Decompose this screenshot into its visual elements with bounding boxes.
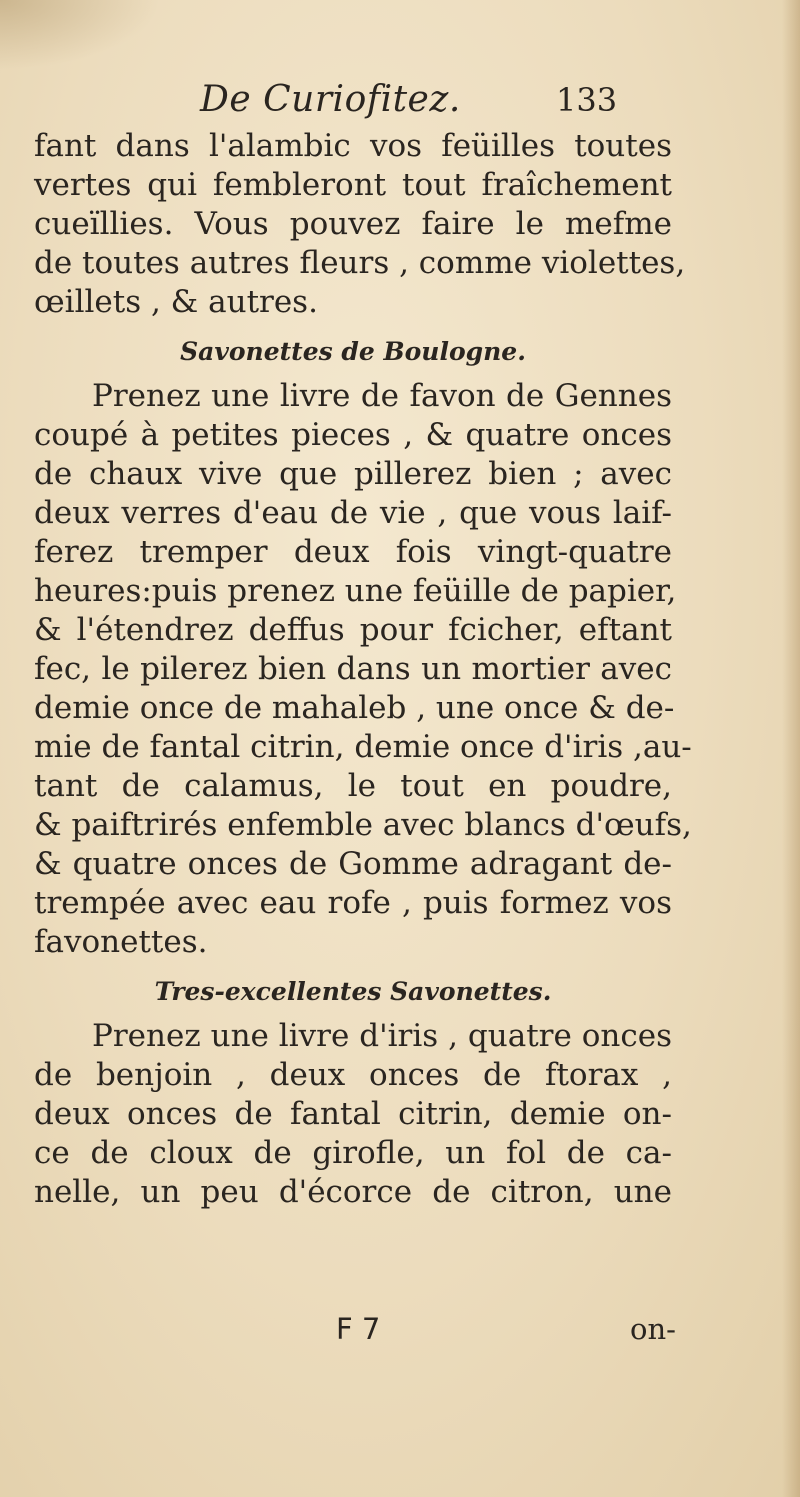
running-head: [0, 76, 800, 124]
recipe-tres-excellentes-savonettes: [34, 1017, 672, 1212]
text-line: vertes qui fembleront tout fraîchement: [34, 167, 672, 203]
text-line: fant dans l'alambic vos feüilles toutes: [34, 128, 672, 164]
text-line: favonettes.: [34, 924, 208, 960]
signature-mark: F 7: [336, 1312, 381, 1346]
paper-stain: [0, 0, 160, 70]
catchword: on-: [630, 1312, 676, 1346]
section-heading-tres-excellentes-savonettes: Tres-excellentes Savonettes.: [154, 977, 552, 1006]
text-line: cueïllies. Vous pouvez faire le mefme: [34, 206, 672, 242]
text-line: de toutes autres fleurs , comme violettes,: [34, 245, 686, 281]
text-line: de chaux vive que pillerez bien ; avec: [34, 456, 672, 492]
page-edge-shadow: [782, 0, 800, 1497]
text-line: deux onces de fantal citrin, demie on-: [34, 1096, 672, 1132]
text-line: tant de calamus, le tout en poudre,: [34, 768, 672, 804]
text-line: Prenez une livre d'iris , quatre onces: [92, 1018, 672, 1054]
page-number: 133: [556, 81, 618, 119]
text-line: & l'étendrez deffus pour fcicher, eftant: [34, 612, 672, 648]
text-line: œillets , & autres.: [34, 284, 318, 320]
text-line: de benjoin , deux onces de ftorax ,: [34, 1057, 672, 1093]
text-line: Prenez une livre de favon de Gennes: [92, 378, 672, 414]
text-line: heures:puis prenez une feüille de papier,: [34, 573, 677, 609]
recipe-savonettes-de-boulogne: [34, 377, 692, 962]
text-line: fec, le pilerez bien dans un mortier avec: [34, 651, 672, 687]
text-line: & paiftrirés enfemble avec blancs d'œufs,: [34, 807, 692, 843]
text-line: coupé à petites pieces , & quatre onces: [34, 417, 672, 453]
text-line: ce de cloux de girofle, un fol de ca-: [34, 1135, 672, 1171]
text-line: nelle, un peu d'écorce de citron, une: [34, 1174, 672, 1210]
section-heading-savonettes-de-boulogne: Savonettes de Boulogne.: [180, 337, 526, 366]
text-line: trempée avec eau rofe , puis formez vos: [34, 885, 672, 921]
text-line: ferez tremper deux fois vingt-quatre: [34, 534, 672, 570]
text-line: mie de fantal citrin, demie once d'iris ,au-: [34, 729, 692, 765]
text-line: deux verres d'eau de vie , que vous laif-: [34, 495, 672, 531]
text-line: demie once de mahaleb , une once & de-: [34, 690, 675, 726]
running-head-title: De Curiofitez.: [200, 79, 461, 120]
page-footer: [0, 1308, 800, 1350]
text-line: & quatre onces de Gomme adragant de-: [34, 846, 672, 882]
text-block: [34, 127, 692, 1212]
paragraph-continued: [34, 127, 686, 322]
